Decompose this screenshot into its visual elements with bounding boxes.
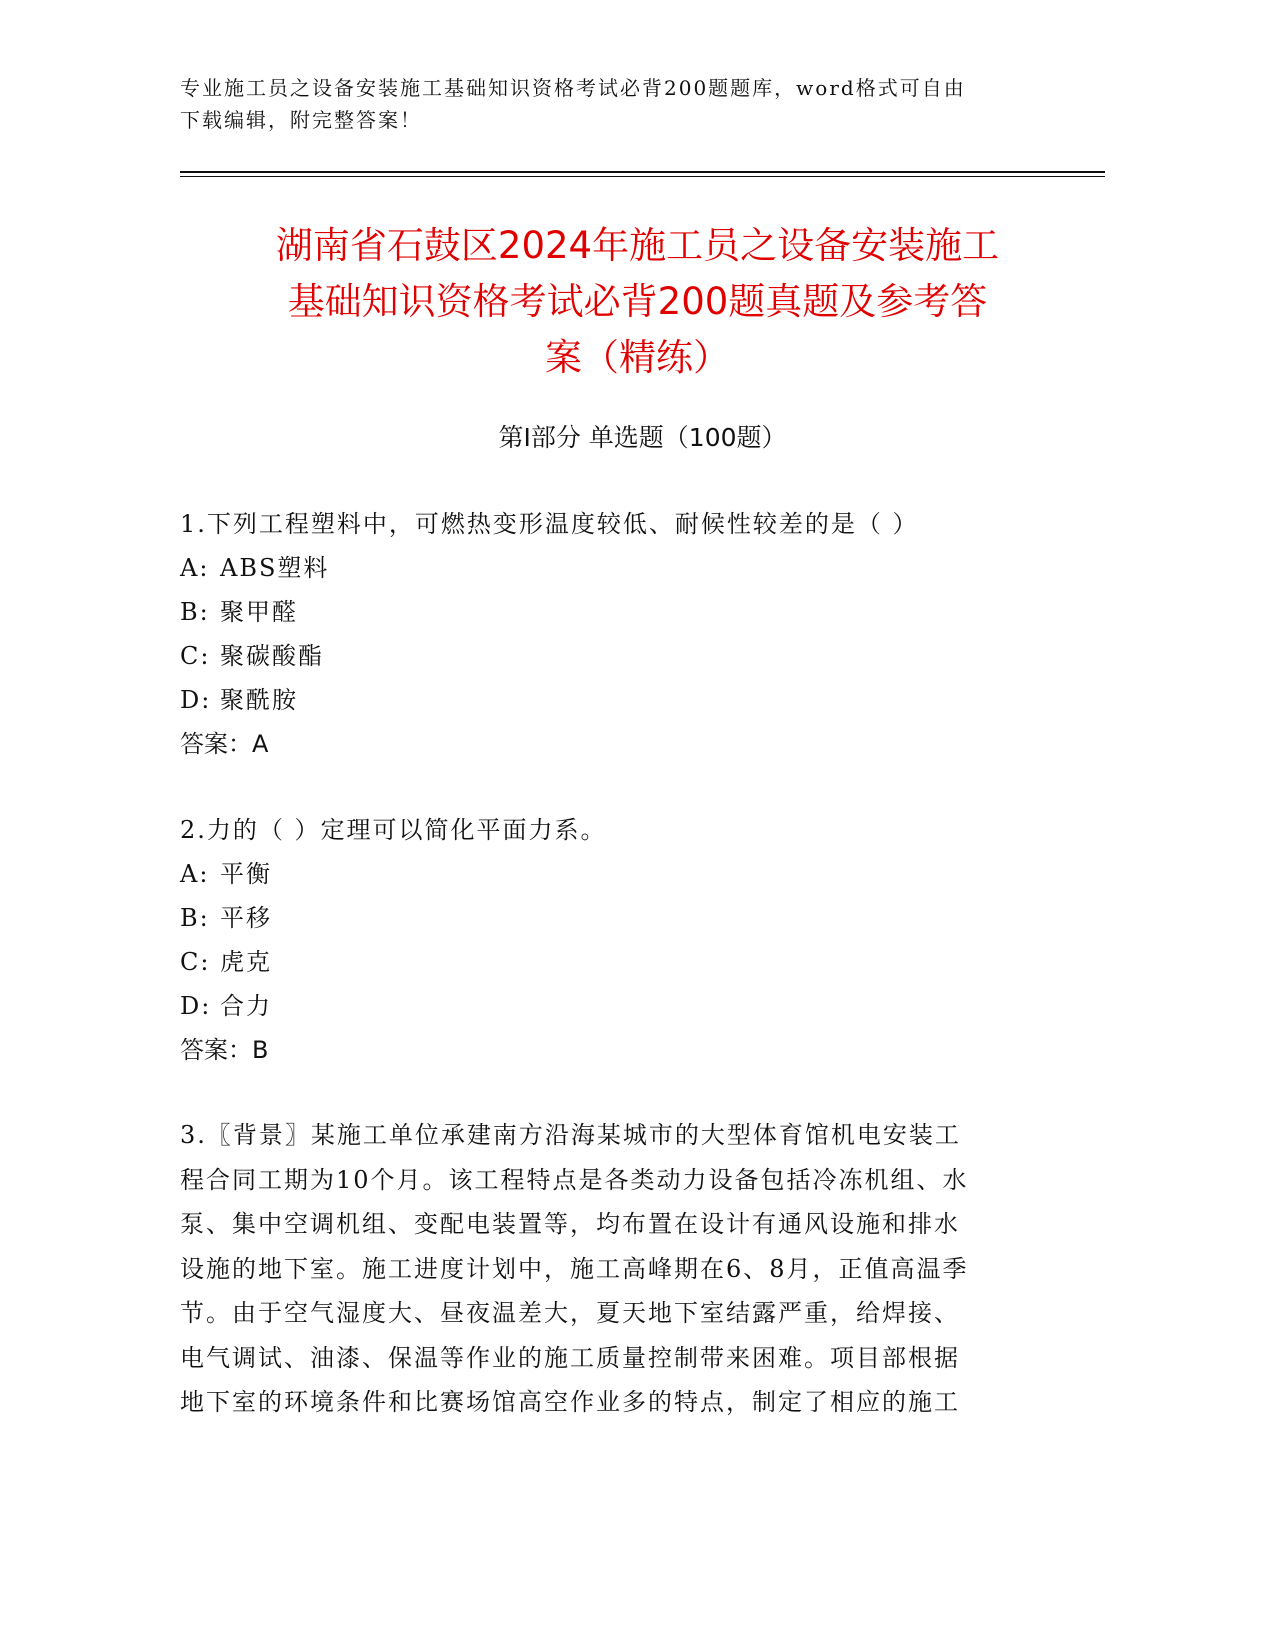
option-text: 聚酰胺 [220, 686, 298, 714]
option-b [180, 590, 1040, 634]
answer: 答案：A [180, 730, 269, 758]
header-divider-thin [180, 176, 1105, 177]
question-3 [180, 1113, 1040, 1425]
question-text-line-6: 电气调试、油漆、保温等作业的施工质量控制带来困难。项目部根据 [180, 1343, 960, 1372]
option-c [180, 940, 1040, 984]
option-letter: B: [180, 598, 210, 626]
option-letter: B: [180, 904, 210, 932]
question-text-line-7: 地下室的环境条件和比赛场馆高空作业多的特点，制定了相应的施工 [180, 1388, 960, 1416]
option-a [180, 546, 1040, 590]
header-note [180, 72, 1060, 136]
question-stem: 1.下列工程塑料中，可燃热变形温度较低、耐候性较差的是（ ） [180, 510, 919, 538]
document-title [170, 218, 1105, 386]
question-text-line-5: 节。由于空气湿度大、昼夜温差大，夏天地下室结露严重，给焊接、 [180, 1299, 960, 1327]
option-letter: A: [180, 860, 210, 888]
question-text-line-1: 3.〖背景〗某施工单位承建南方沿海某城市的大型体育馆机电安装工 [180, 1121, 961, 1149]
title-line-1: 湖南省石鼓区2024年施工员之设备安装施工 [275, 224, 1000, 267]
option-text: 聚甲醛 [220, 598, 298, 626]
option-letter: C: [180, 948, 211, 976]
option-text: ABS塑料 [220, 554, 330, 582]
option-d [180, 678, 1040, 722]
option-text: 聚碳酸酯 [220, 642, 324, 670]
header-divider-thick [180, 171, 1105, 173]
question-text-line-3: 泵、集中空调机组、变配电装置等，均布置在设计有通风设施和排水 [180, 1210, 960, 1238]
header-note-line-2: 下载编辑，附完整答案！ [180, 108, 422, 132]
title-line-3: 案（精练） [545, 336, 730, 379]
question-text-line-4: 设施的地下室。施工进度计划中，施工高峰期在6、8月，正值高温季 [180, 1254, 969, 1283]
title-line-2: 基础知识资格考试必背200题真题及参考答 [287, 280, 988, 323]
question-stem: 2.力的（ ）定理可以简化平面力系。 [180, 816, 607, 844]
section-heading: 第I部分 单选题（100题） [498, 423, 787, 452]
option-text: 平移 [220, 904, 272, 932]
option-c [180, 634, 1040, 678]
option-letter: A: [180, 554, 210, 582]
header-note-line-1: 专业施工员之设备安装施工基础知识资格考试必背200题题库，word格式可自由 [180, 76, 966, 100]
question-1 [180, 502, 1040, 766]
question-text-line-2: 程合同工期为10个月。该工程特点是各类动力设备包括冷冻机组、水 [180, 1165, 969, 1194]
option-letter: C: [180, 642, 211, 670]
option-d [180, 984, 1040, 1028]
option-text: 虎克 [220, 948, 272, 976]
option-letter: D: [180, 992, 212, 1020]
option-text: 平衡 [220, 860, 272, 888]
option-b [180, 896, 1040, 940]
answer: 答案：B [180, 1036, 269, 1064]
option-letter: D: [180, 686, 212, 714]
option-a [180, 852, 1040, 896]
option-text: 合力 [220, 992, 272, 1020]
question-2 [180, 808, 1040, 1072]
